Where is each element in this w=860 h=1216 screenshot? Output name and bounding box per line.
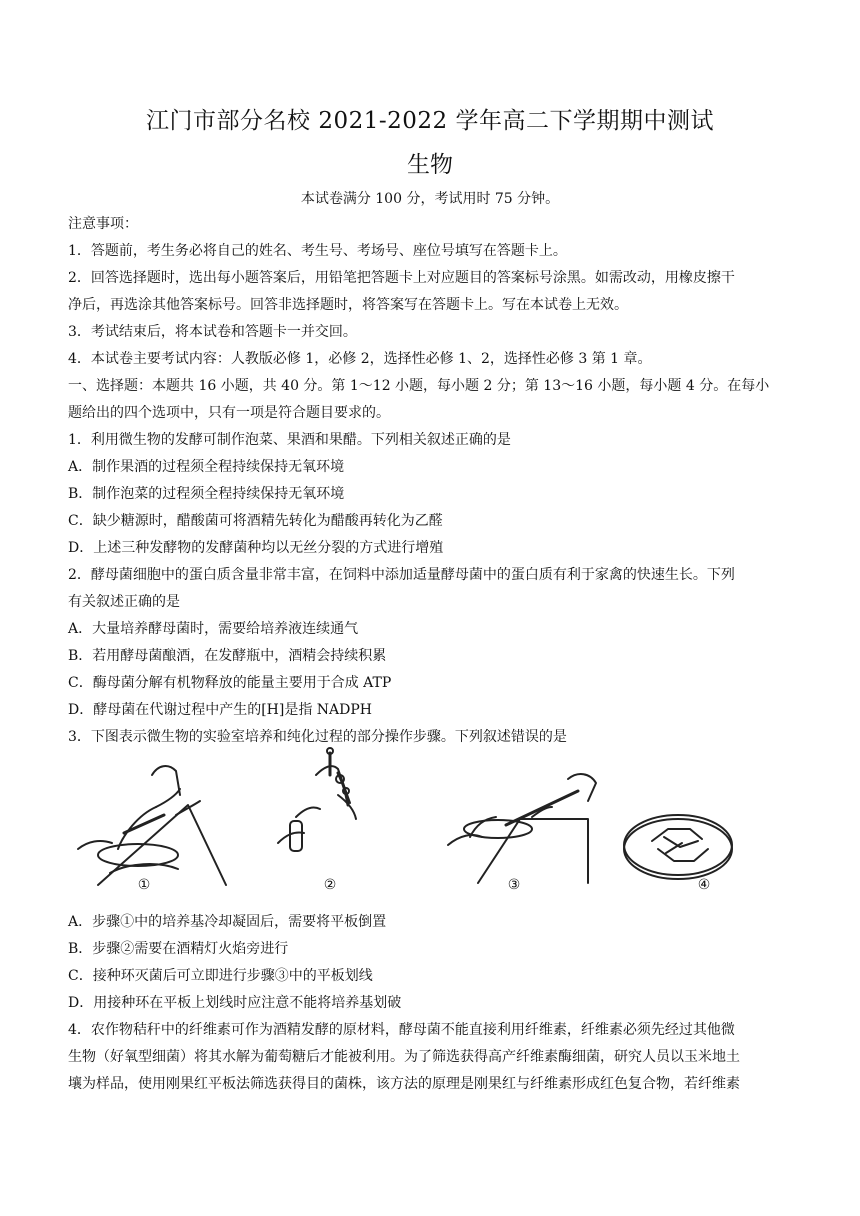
- question-4-stem-cont: 生物（好氧型细菌）将其水解为葡萄糖后才能被利用。为了筛选获得高产纤维素酶细菌，研究人员以玉米地土: [68, 1049, 740, 1065]
- question-3-option-d: D．用接种环在平板上划线时应注意不能将培养基划破: [68, 995, 402, 1011]
- notes-heading: 注意事项：: [68, 216, 138, 232]
- section-heading-cont: 题给出的四个选项中，只有一项是符合题目要求的。: [68, 405, 390, 421]
- question-3-option-b: B．步骤②需要在酒精灯火焰旁进行: [68, 941, 289, 957]
- question-2-option-d: D．酵母菌在代谢过程中产生的[H]是指 NADPH: [68, 702, 373, 718]
- question-1-stem: 1．利用微生物的发酵可制作泡菜、果酒和果醋。下列相关叙述正确的是: [68, 432, 511, 448]
- figure-label-4: ④: [697, 877, 711, 893]
- question-1-option-d: D．上述三种发酵物的发酵菌种均以无丝分裂的方式进行增殖: [68, 540, 444, 556]
- question-3-option-c: C．接种环灭菌后可立即进行步骤③中的平板划线: [68, 968, 373, 984]
- question-4-stem: 4．农作物秸秆中的纤维素可作为酒精发酵的原材料，酵母菌不能直接利用纤维素，纤维素必须先经过其他微: [68, 1022, 735, 1038]
- question-1-option-a: A．制作果酒的过程须全程持续保持无氧环境: [68, 459, 345, 475]
- subject-heading: 生物: [407, 152, 453, 178]
- note-item: 3．考试结束后，将本试卷和答题卡一并交回。: [68, 324, 357, 340]
- step-2-sterilizing-illustration: [278, 748, 356, 851]
- question-1-option-c: C．缺少糖源时，醋酸菌可将酒精先转化为醋酸再转化为乙醛: [68, 513, 443, 529]
- question-3-stem: 3．下图表示微生物的实验室培养和纯化过程的部分操作步骤。下列叙述错误的是: [68, 729, 567, 745]
- question-4-stem-cont: 壤为样品，使用刚果红平板法筛选获得目的菌株，该方法的原理是刚果红与纤维素形成红色复合物，若纤维素: [68, 1076, 740, 1092]
- question-2-option-b: B．若用酵母菌酿酒，在发酵瓶中，酒精会持续积累: [68, 648, 387, 664]
- section-heading: 一、选择题：本题共 16 小题，共 40 分。第 1～12 小题，每小题 2 分；第 13～16 小题，每小题 4 分。在每小: [68, 378, 770, 394]
- exam-info: 本试卷满分 100 分，考试用时 75 分钟。: [300, 191, 560, 207]
- note-item: 2．回答选择题时，选出每小题答案后，用铅笔把答题卡上对应题目的答案标号涂黑。如需改动，用橡皮擦干: [68, 270, 735, 286]
- page-title: 江门市部分名校 2021-2022 学年高二下学期期中测试: [146, 108, 714, 134]
- figure-label-2: ②: [323, 877, 337, 893]
- question-3-option-a: A．步骤①中的培养基冷却凝固后，需要将平板倒置: [68, 914, 387, 930]
- question-2-stem: 2．酵母菌细胞中的蛋白质含量非常丰富，在饲料中添加适量酵母菌中的蛋白质有利于家禽的快速生长。下列: [68, 567, 735, 583]
- question-2-option-c: C．酶母菌分解有机物释放的能量主要用于合成 ATP: [68, 675, 392, 691]
- note-item: 净后，再选涂其他答案标号。回答非选择题时，将答案写在答题卡上。写在本试卷上无效。: [68, 297, 628, 313]
- note-item: 4．本试卷主要考试内容：人教版必修 1，必修 2，选择性必修 1、2，选择性必修 3 第 1 章。: [68, 351, 652, 367]
- figure-label-3: ③: [507, 877, 521, 893]
- culture-procedure-figure: [68, 745, 798, 905]
- figure-label-1: ①: [137, 877, 151, 893]
- question-2-stem-cont: 有关叙述正确的是: [68, 594, 180, 610]
- question-2-option-a: A．大量培养酵母菌时，需要给培养液连续通气: [68, 621, 359, 637]
- step-3-streaking-illustration: [448, 774, 596, 883]
- step-1-pouring-illustration: [78, 766, 226, 885]
- step-4-plate-illustration: [624, 815, 732, 879]
- question-1-option-b: B．制作泡菜的过程须全程持续保持无氧环境: [68, 486, 345, 502]
- note-item: 1．答题前，考生务必将自己的姓名、考生号、考场号、座位号填写在答题卡上。: [68, 243, 567, 259]
